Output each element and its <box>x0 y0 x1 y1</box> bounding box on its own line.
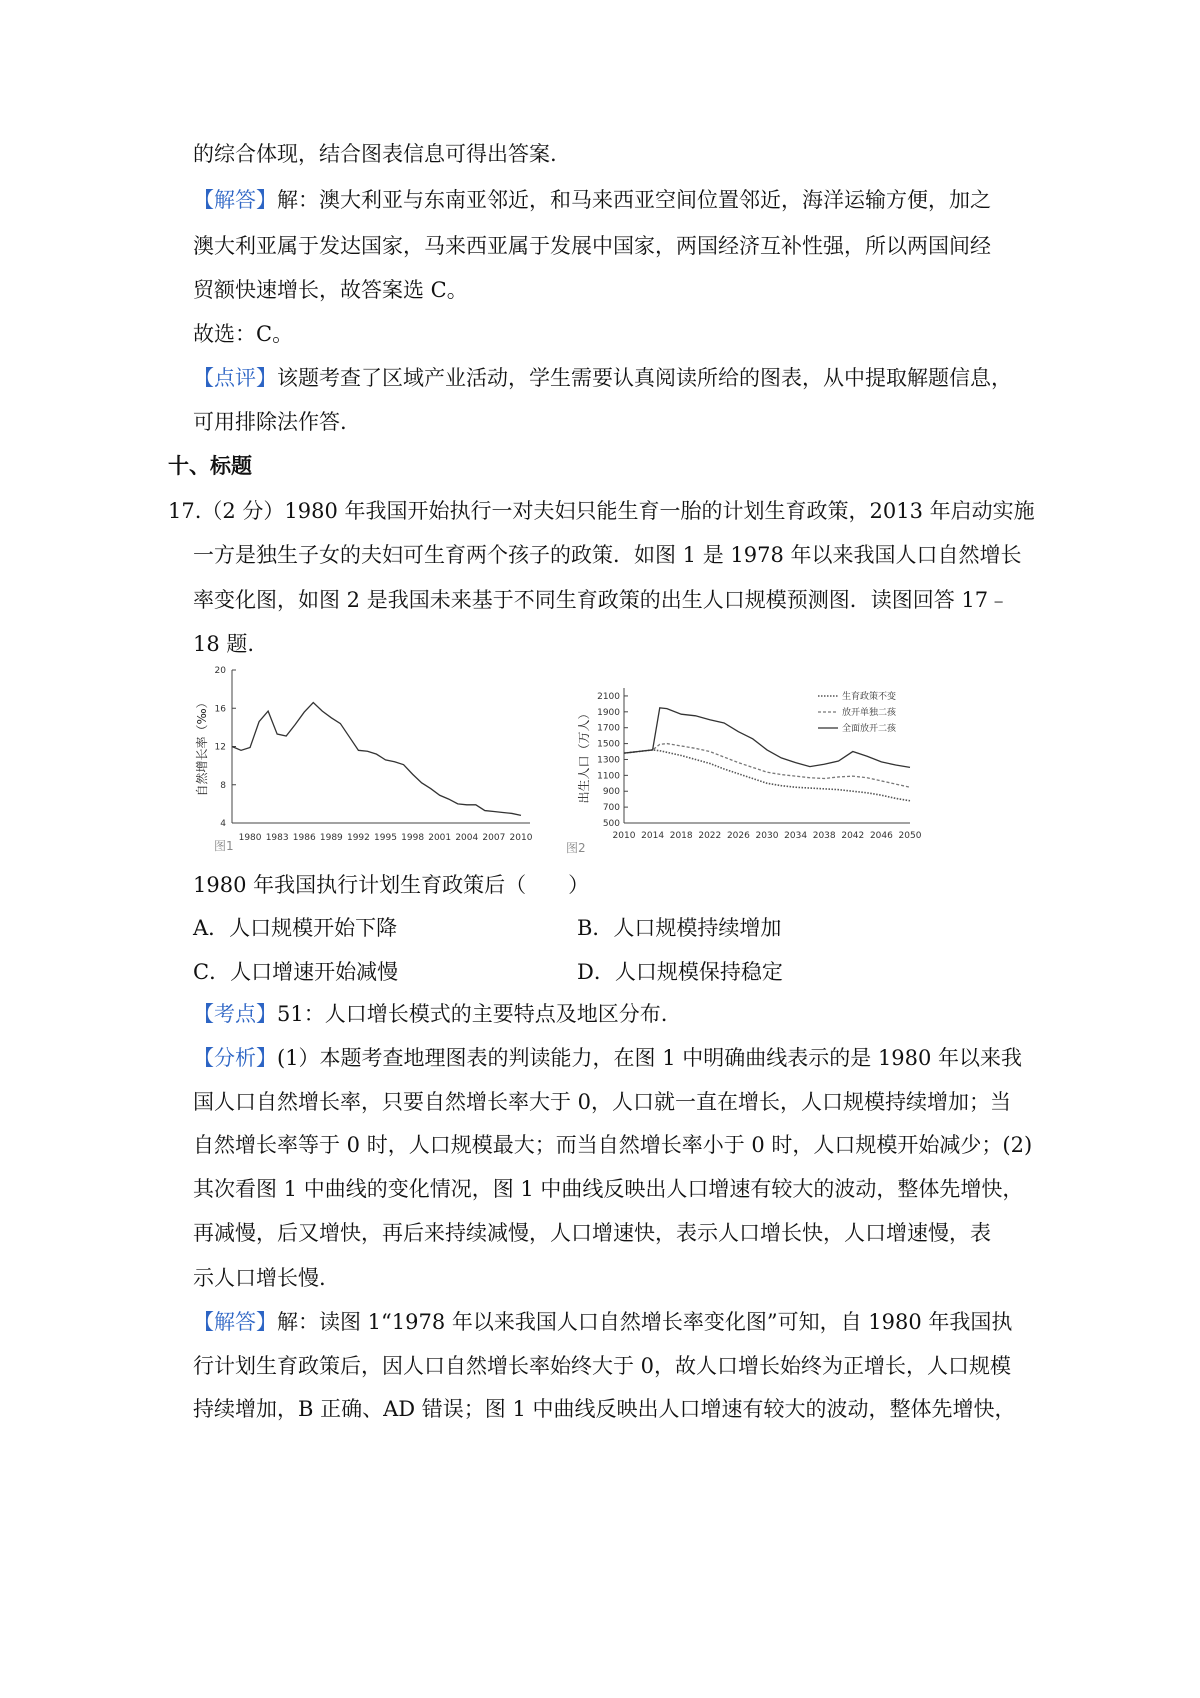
analysis-line: 自然增长率等于 0 时，人口规模最大；而当自然增长率小于 0 时，人口规模开始减少；(2) <box>193 1133 1033 1157</box>
y-tick-label: 900 <box>602 787 620 798</box>
y-tick-label: 1700 <box>597 723 620 734</box>
answer-tag: 【解答】 <box>193 1310 277 1334</box>
figure-label: 图2 <box>566 841 586 855</box>
x-tick-label: 1995 <box>374 833 397 843</box>
x-tick-label: 2018 <box>669 831 693 841</box>
y-tick-label: 12 <box>214 742 226 753</box>
analysis-line: 再减慢，后又增快，再后来持续减慢，人口增速快，表示人口增长快，人口增速慢，表 <box>193 1221 991 1245</box>
y-axis-label: 自然增长率（‰） <box>195 696 209 797</box>
x-tick-label: 1986 <box>292 833 316 843</box>
y-tick-label: 20 <box>214 666 226 676</box>
question-stem: 1980 年我国执行计划生育政策后（ ） <box>193 873 590 897</box>
y-tick-label: 1100 <box>597 771 620 782</box>
kaodian-tag: 【考点】 <box>193 1002 277 1026</box>
x-tick-label: 2046 <box>869 831 893 841</box>
option-c: C．人口增速开始减慢 <box>193 960 399 984</box>
analysis-text: (1）本题考查地理图表的判读能力，在图 1 中明确曲线表示的是 1980 年以来我 <box>277 1046 1023 1070</box>
chart-2 <box>560 680 930 860</box>
y-tick-label: 1500 <box>597 739 620 750</box>
comment-text: 该题考查了区域产业活动，学生需要认真阅读所给的图表，从中提取解题信息， <box>277 366 1012 390</box>
y-tick-label: 8 <box>220 780 226 791</box>
y-tick-label: 4 <box>220 819 226 829</box>
analysis-line <box>193 1043 1022 1073</box>
x-tick-label: 2014 <box>641 831 665 841</box>
figure-label: 图1 <box>214 839 234 853</box>
answer-text: 解：读图 1“1978 年以来我国人口自然增长率变化图”可知，自 1980 年我国执 <box>277 1310 1013 1334</box>
y-tick-label: 2100 <box>597 691 620 702</box>
legend-label: 生育政策不变 <box>842 692 897 702</box>
y-tick-label: 16 <box>214 704 226 715</box>
answer-line: 持续增加，B 正确、AD 错误；图 1 中曲线反映出人口增速有较大的波动，整体先增快， <box>193 1397 1016 1421</box>
x-tick-label: 2042 <box>841 831 865 841</box>
y-tick-label: 1900 <box>597 707 620 718</box>
x-tick-label: 2010 <box>612 831 636 841</box>
text-line: 的综合体现，结合图表信息可得出答案. <box>193 142 557 166</box>
x-tick-label: 2038 <box>812 831 836 841</box>
y-tick-label: 1300 <box>597 755 620 766</box>
analysis-line: 其次看图 1 中曲线的变化情况，图 1 中曲线反映出人口增速有较大的波动，整体先增快， <box>193 1177 1024 1201</box>
text-line: 贸额快速增长，故答案选 C。 <box>193 278 468 302</box>
text-line: 可用排除法作答. <box>193 410 347 434</box>
x-tick-label: 1989 <box>319 833 343 843</box>
y-tick-label: 500 <box>602 819 620 829</box>
series-line <box>232 703 521 816</box>
answer-line: 行计划生育政策后，因人口自然增长率始终大于 0，故人口增长始终为正增长，人口规模 <box>193 1354 1012 1378</box>
x-tick-label: 2034 <box>784 831 808 841</box>
answer-tag: 【解答】 <box>193 188 277 212</box>
option-b: B．人口规模持续增加 <box>577 916 782 940</box>
answer-text: 解：澳大利亚与东南亚邻近，和马来西亚空间位置邻近，海洋运输方便，加之 <box>277 188 991 212</box>
y-tick-label: 700 <box>602 803 620 814</box>
question-line: 17.（2 分）1980 年我国开始执行一对夫妇只能生育一胎的计划生育政策，2013 年启动实施 <box>168 499 1035 523</box>
x-tick-label: 1992 <box>346 833 370 843</box>
y-axis-label: 出生人口（万人） <box>577 707 591 804</box>
analysis-line: 国人口自然增长率，只要自然增长率大于 0，人口就一直在增长，人口规模持续增加；当 <box>193 1090 1012 1114</box>
legend-label: 全面放开二孩 <box>842 724 897 734</box>
option-d: D．人口规模保持稳定 <box>577 960 783 984</box>
answer-line <box>193 185 991 215</box>
series-line <box>624 750 910 801</box>
x-tick-label: 1998 <box>401 833 425 843</box>
x-tick-label: 2010 <box>509 833 533 843</box>
question-line: 率变化图，如图 2 是我国未来基于不同生育政策的出生人口规模预测图．读图回答 17﹣ <box>193 588 1010 612</box>
figure-2 <box>560 680 930 860</box>
comment-tag: 【点评】 <box>193 366 277 390</box>
x-tick-label: 2026 <box>726 831 750 841</box>
choice-line: 故选：C。 <box>193 322 294 346</box>
question-line: 18 题. <box>193 632 255 656</box>
analysis-line: 示人口增长慢. <box>193 1266 326 1290</box>
x-tick-label: 2007 <box>482 833 506 843</box>
analysis-tag: 【分析】 <box>193 1046 277 1070</box>
text-line: 澳大利亚属于发达国家，马来西亚属于发展中国家，两国经济互补性强，所以两国间经 <box>193 234 991 258</box>
x-tick-label: 2050 <box>898 831 922 841</box>
question-line: 一方是独生子女的夫妇可生育两个孩子的政策．如图 1 是 1978 年以来我国人口自然增长 <box>193 543 1022 567</box>
x-tick-label: 2001 <box>428 833 452 843</box>
answer-line <box>193 1307 1012 1337</box>
x-tick-label: 1980 <box>238 833 262 843</box>
x-tick-label: 2030 <box>755 831 779 841</box>
legend-label: 放开单独二孩 <box>842 708 897 718</box>
section-title: 十、标题 <box>168 453 252 478</box>
option-a: A．人口规模开始下降 <box>193 916 398 940</box>
figure-1 <box>190 660 550 860</box>
x-tick-label: 2004 <box>455 833 479 843</box>
x-tick-label: 1983 <box>265 833 289 843</box>
kaodian-text: 51：人口增长模式的主要特点及地区分布. <box>277 1002 668 1026</box>
comment-line <box>193 363 1012 393</box>
x-tick-label: 2022 <box>698 831 722 841</box>
chart-1 <box>190 660 550 860</box>
kaodian-line <box>193 999 667 1029</box>
